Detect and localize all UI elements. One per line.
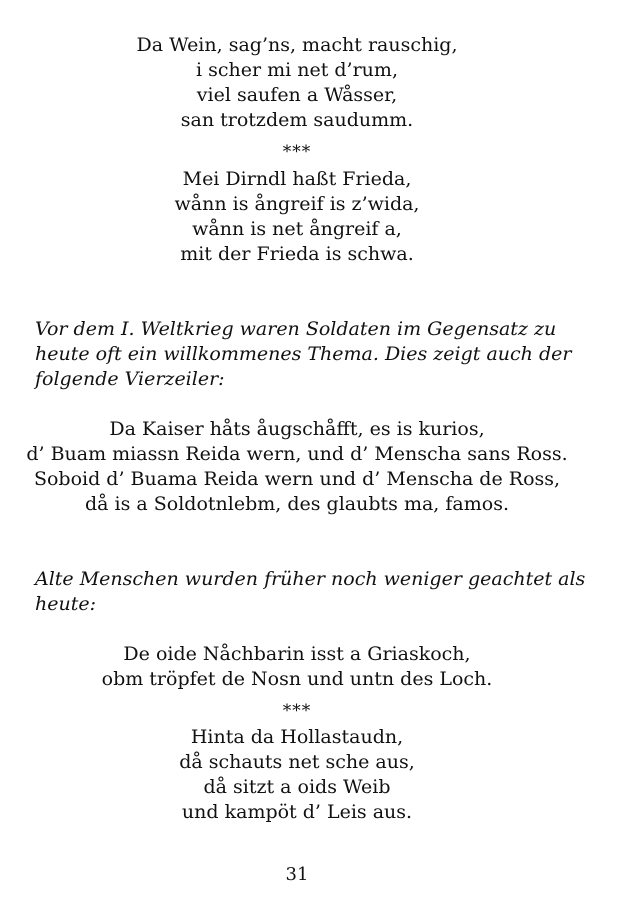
- prose-paragraph-weltkrieg: [35, 317, 585, 392]
- stanza-frieda: [0, 167, 594, 267]
- verse-line: då sitzt a oids Weib: [203, 776, 391, 798]
- verse-line: mit der Frieda is schwa.: [180, 243, 414, 265]
- prose-line: folgende Vierzeiler:: [35, 368, 225, 390]
- verse-line: wånn is ångreif is z’wida,: [174, 193, 420, 215]
- stanza-wein: [0, 33, 594, 133]
- page-number: 31: [285, 864, 309, 885]
- verse-line: Da Kaiser håts åugschåfft, es is kurios,: [109, 418, 485, 440]
- verse-line: obm tröpfet de Nosn und untn des Loch.: [101, 668, 493, 690]
- verse-line: d’ Buam miassn Reida wern, und d’ Menscha sans Ross.: [26, 443, 568, 465]
- stanza-hollastaudn: [0, 725, 594, 825]
- verse-line: Soboid d’ Buama Reida wern und d’ Menscha de Ross,: [33, 468, 561, 490]
- verse-line: san trotzdem saudumm.: [180, 109, 414, 131]
- prose-line: Alte Menschen wurden früher noch weniger geachtet als: [35, 568, 586, 590]
- verse-line: De oide Nåchbarin isst a Griaskoch,: [123, 643, 471, 665]
- verse-line: då schauts net sche aus,: [179, 751, 415, 773]
- verse-line: Da Wein, sag’ns, macht rauschig,: [136, 34, 458, 56]
- verse-line: viel saufen a Wåsser,: [196, 84, 398, 106]
- verse-line: Hinta da Hollastaudn,: [190, 726, 404, 748]
- verse-line: wånn is net ångreif a,: [192, 218, 402, 240]
- verse-line: då is a Soldotnlebm, des glaubts ma, famos.: [85, 493, 509, 515]
- verse-line: und kampöt d’ Leis aus.: [181, 801, 413, 823]
- prose-line: Vor dem I. Weltkrieg waren Soldaten im Gegensatz zu: [35, 318, 557, 340]
- prose-line: heute oft ein willkommenes Thema. Dies zeigt auch der: [35, 343, 572, 365]
- prose-line: heute:: [35, 593, 96, 615]
- prose-paragraph-alte-menschen: [35, 567, 585, 617]
- stanza-separator: ***: [282, 701, 312, 721]
- stanza-separator: ***: [282, 142, 312, 162]
- stanza-kaiser: [0, 417, 594, 517]
- verse-line: Mei Dirndl haßt Frieda,: [182, 168, 412, 190]
- verse-line: i scher mi net d’rum,: [196, 59, 398, 81]
- stanza-nachbarin: [0, 642, 594, 692]
